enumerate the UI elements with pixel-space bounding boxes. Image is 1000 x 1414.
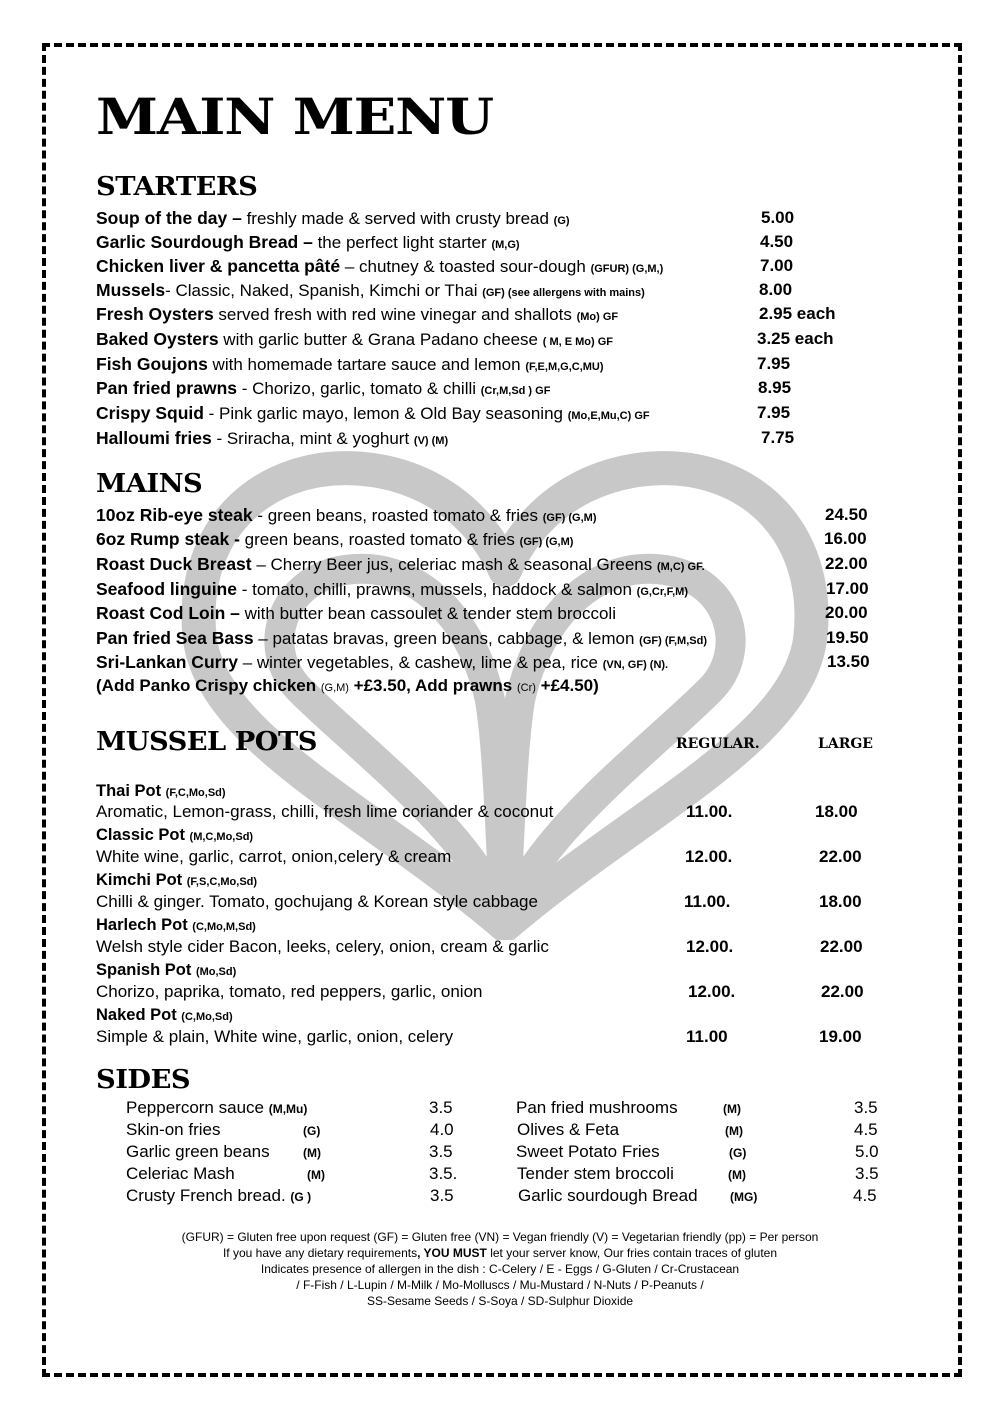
allergen-tags: (M) xyxy=(725,1124,743,1138)
side-price: 5.0 xyxy=(855,1142,879,1161)
dietary-warning: If you have any dietary requirements, YOU MUST let your server know, Our fries contain traces of gluten xyxy=(222,1246,778,1260)
menu-item: Fresh Oysters served fresh with red wine vinegar and shallots (Mo) GF xyxy=(96,304,619,324)
allergen-tags: (M,C) GF. xyxy=(656,561,705,573)
menu-item: Fish Goujons with homemade tartare sauce and lemon (F,E,M,G,C,MU) xyxy=(96,354,604,374)
allergen-tags: (M,G) xyxy=(491,239,520,251)
allergen-tags: (V) (M) xyxy=(413,435,449,447)
item-price: 24.50 xyxy=(825,505,868,524)
menu-item: Halloumi fries - Sriracha, mint & yoghurt (V) (M) xyxy=(96,428,449,448)
menu-item: Crispy Squid - Pink garlic mayo, lemon & Old Bay seasoning (Mo,E,Mu,C) GF xyxy=(96,403,650,423)
allergen-tags: (F,E,M,G,C,MU) xyxy=(525,361,604,373)
allergen-tags: (GF) (F,M,Sd) xyxy=(639,635,707,647)
regular-price: 11.00. xyxy=(686,802,733,821)
side-item: Skin-on fries xyxy=(126,1120,221,1139)
regular-price: 12.00. xyxy=(686,937,734,956)
item-price: 8.00 xyxy=(759,280,793,299)
allergen-tags: (M) xyxy=(723,1102,741,1116)
allergen-tags: (M) xyxy=(307,1168,325,1182)
pot-name: Spanish Pot (Mo,Sd) xyxy=(96,961,237,979)
item-price: 7.75 xyxy=(761,428,795,447)
pot-description: Chilli & ginger. Tomato, gochujang & Korean style cabbage xyxy=(96,892,538,911)
item-price: 8.95 xyxy=(758,378,792,397)
pot-description: Welsh style cider Bacon, leeks, celery, onion, cream & garlic xyxy=(96,937,549,956)
pot-description: Chorizo, paprika, tomato, red peppers, garlic, onion xyxy=(96,982,483,1001)
item-price: 19.50 xyxy=(826,628,869,647)
item-price: 3.25 each xyxy=(757,329,834,348)
allergen-tags: (C,Mo,Sd) xyxy=(181,1011,233,1023)
menu-item: Mussels- Classic, Naked, Spanish, Kimchi or Thai (GF) (see allergens with mains) xyxy=(96,280,645,300)
menu-item: Roast Cod Loin – with butter bean cassoulet & tender stem broccoli xyxy=(96,603,616,623)
item-price: 2.95 each xyxy=(759,304,836,323)
allergen-tags: (M) xyxy=(728,1168,746,1182)
item-price: 7.95 xyxy=(757,403,791,422)
legend-abbreviations: (GFUR) = Gluten free upon request (GF) = Gluten free (VN) = Vegan friendly (V) = Vegetarian friendly (pp) = Per person xyxy=(181,1230,819,1244)
starters-heading: STARTERS xyxy=(96,172,258,202)
regular-price: 11.00. xyxy=(684,892,731,911)
large-price: 22.00 xyxy=(820,937,863,956)
menu-item: Sri-Lankan Curry – winter vegetables, & cashew, lime & pea, rice (VN, GF) (N). xyxy=(96,652,669,672)
sides-heading: SIDES xyxy=(96,1065,191,1095)
menu-item: Seafood linguine - tomato, chilli, prawns, mussels, haddock & salmon (G,Cr,F,M) xyxy=(96,579,688,599)
allergen-tags: (VN, GF) (N). xyxy=(602,659,669,671)
side-item: Celeriac Mash xyxy=(126,1164,235,1183)
menu-item: Pan fried prawns - Chorizo, garlic, tomato & chilli (Cr,M,Sd ) GF xyxy=(96,378,551,398)
regular-price: 12.00. xyxy=(685,847,733,866)
allergen-tags: (G) xyxy=(553,215,570,227)
large-price: 22.00 xyxy=(821,982,864,1001)
allergen-tags: (MG) xyxy=(730,1190,758,1204)
allergen-tags: (Mo) GF xyxy=(576,311,619,323)
menu-item: 10oz Rib-eye steak - green beans, roasted tomato & fries (GF) (G,M) xyxy=(96,505,597,525)
pot-name: Thai Pot (F,C,Mo,Sd) xyxy=(96,782,226,800)
menu-item: Garlic Sourdough Bread – the perfect light starter (M,G) xyxy=(96,232,520,252)
allergen-tags: (C,Mo,M,Sd) xyxy=(192,921,256,933)
allergen-key-line-3: SS-Sesame Seeds / S-Soya / SD-Sulphur Dioxide xyxy=(366,1294,634,1308)
allergen-tags: ( M, E Mo) GF xyxy=(542,336,613,348)
menu-item: Baked Oysters with garlic butter & Grana Padano cheese ( M, E Mo) GF xyxy=(96,329,613,349)
allergen-tags: (Cr,M,Sd ) GF xyxy=(480,385,551,397)
menu-item: 6oz Rump steak - green beans, roasted tomato & fries (GF) (G,M) xyxy=(96,529,574,549)
column-header-large: LARGE xyxy=(818,736,873,752)
side-item: Crusty French bread. (G ) xyxy=(126,1186,312,1205)
menu-item: Roast Duck Breast – Cherry Beer jus, celeriac mash & seasonal Greens (M,C) GF. xyxy=(96,554,705,574)
allergen-key-line-1: Indicates presence of allergen in the dish : C-Celery / E - Eggs / G-Gluten / Cr-Crustacean xyxy=(260,1262,740,1276)
mussel-pots-heading: MUSSEL POTS xyxy=(96,727,317,757)
side-price: 3.5 xyxy=(855,1164,879,1183)
allergen-tags: (M) xyxy=(303,1146,321,1160)
mains-addon-note: (Add Panko Crispy chicken (G,M) +£3.50, Add prawns (Cr) +£4.50) xyxy=(96,676,599,695)
item-price: 20.00 xyxy=(825,603,868,622)
pot-description: Aromatic, Lemon-grass, chilli, fresh lime coriander & coconut xyxy=(96,802,554,821)
regular-price: 12.00. xyxy=(688,982,736,1001)
pot-name: Harlech Pot (C,Mo,M,Sd) xyxy=(96,916,256,934)
pot-name: Classic Pot (M,C,Mo,Sd) xyxy=(96,826,254,844)
mains-heading: MAINS xyxy=(96,469,203,499)
allergen-tags: (GFUR) (G,M,) xyxy=(590,263,664,275)
side-item: Peppercorn sauce (M,Mu) xyxy=(126,1098,308,1117)
allergen-tags: (Mo,Sd) xyxy=(195,966,237,978)
side-price: 4.5 xyxy=(854,1120,878,1139)
side-price: 3.5 xyxy=(430,1186,454,1205)
page-title: MAIN MENU xyxy=(96,87,493,146)
item-price: 22.00 xyxy=(825,554,868,573)
allergen-tags: (M,C,Mo,Sd) xyxy=(189,831,254,843)
allergen-tags: (G ) xyxy=(290,1190,312,1204)
allergen-key-line-2: / F-Fish / L-Lupin / M-Milk / Mo-Molluscs / Mu-Mustard / N-Nuts / P-Peanuts / xyxy=(296,1278,704,1292)
menu-item: Pan fried Sea Bass – patatas bravas, green beans, cabbage, & lemon (GF) (F,M,Sd) xyxy=(96,628,707,648)
allergen-tags: (GF) (G,M) xyxy=(542,512,597,524)
pot-description: Simple & plain, White wine, garlic, onion, celery xyxy=(96,1027,454,1046)
pot-name: Kimchi Pot (F,S,C,Mo,Sd) xyxy=(96,871,258,889)
item-price: 7.00 xyxy=(760,256,794,275)
side-item: Sweet Potato Fries xyxy=(516,1142,660,1161)
large-price: 18.00 xyxy=(815,802,858,821)
item-price: 17.00 xyxy=(826,579,869,598)
side-price: 3.5. xyxy=(429,1164,458,1183)
allergen-tags: (GF) (see allergens with mains) xyxy=(482,287,645,299)
allergen-tags: (F,S,C,Mo,Sd) xyxy=(186,876,258,888)
side-price: 3.5 xyxy=(429,1142,453,1161)
menu-item: Chicken liver & pancetta pâté – chutney & toasted sour-dough (GFUR) (G,M,) xyxy=(96,256,664,276)
large-price: 22.00 xyxy=(819,847,862,866)
allergen-tags: (M,Mu) xyxy=(268,1102,308,1116)
item-price: 16.00 xyxy=(824,529,867,548)
side-item: Garlic sourdough Bread xyxy=(518,1186,698,1205)
item-price: 4.50 xyxy=(760,232,794,251)
regular-price: 11.00 xyxy=(686,1027,728,1046)
side-price: 3.5 xyxy=(854,1098,878,1117)
allergen-tags: (F,C,Mo,Sd) xyxy=(165,787,226,799)
item-price: 7.95 xyxy=(757,354,791,373)
allergen-tags: (Mo,E,Mu,C) GF xyxy=(567,410,650,422)
allergen-legend xyxy=(100,1229,900,1309)
pot-description: White wine, garlic, carrot, onion,celery & cream xyxy=(96,847,452,866)
large-price: 18.00 xyxy=(819,892,862,911)
side-price: 3.5 xyxy=(429,1098,453,1117)
item-price: 13.50 xyxy=(827,652,870,671)
column-header-regular: REGULAR. xyxy=(676,736,760,752)
side-item: Garlic green beans xyxy=(126,1142,270,1161)
menu-item: Soup of the day – freshly made & served with crusty bread (G) xyxy=(96,208,570,228)
side-item: Olives & Feta xyxy=(517,1120,620,1139)
allergen-tags: (G,Cr,F,M) xyxy=(636,586,688,598)
item-price: 5.00 xyxy=(761,208,795,227)
side-price: 4.5 xyxy=(853,1186,877,1205)
allergen-tags: (G) xyxy=(303,1124,321,1138)
side-price: 4.0 xyxy=(430,1120,454,1139)
side-item: Tender stem broccoli xyxy=(517,1164,674,1183)
side-item: Pan fried mushrooms xyxy=(516,1098,678,1117)
large-price: 19.00 xyxy=(819,1027,862,1046)
pot-name: Naked Pot (C,Mo,Sd) xyxy=(96,1006,233,1024)
allergen-tags: (GF) (G,M) xyxy=(519,536,574,548)
allergen-tags: (G) xyxy=(729,1146,747,1160)
